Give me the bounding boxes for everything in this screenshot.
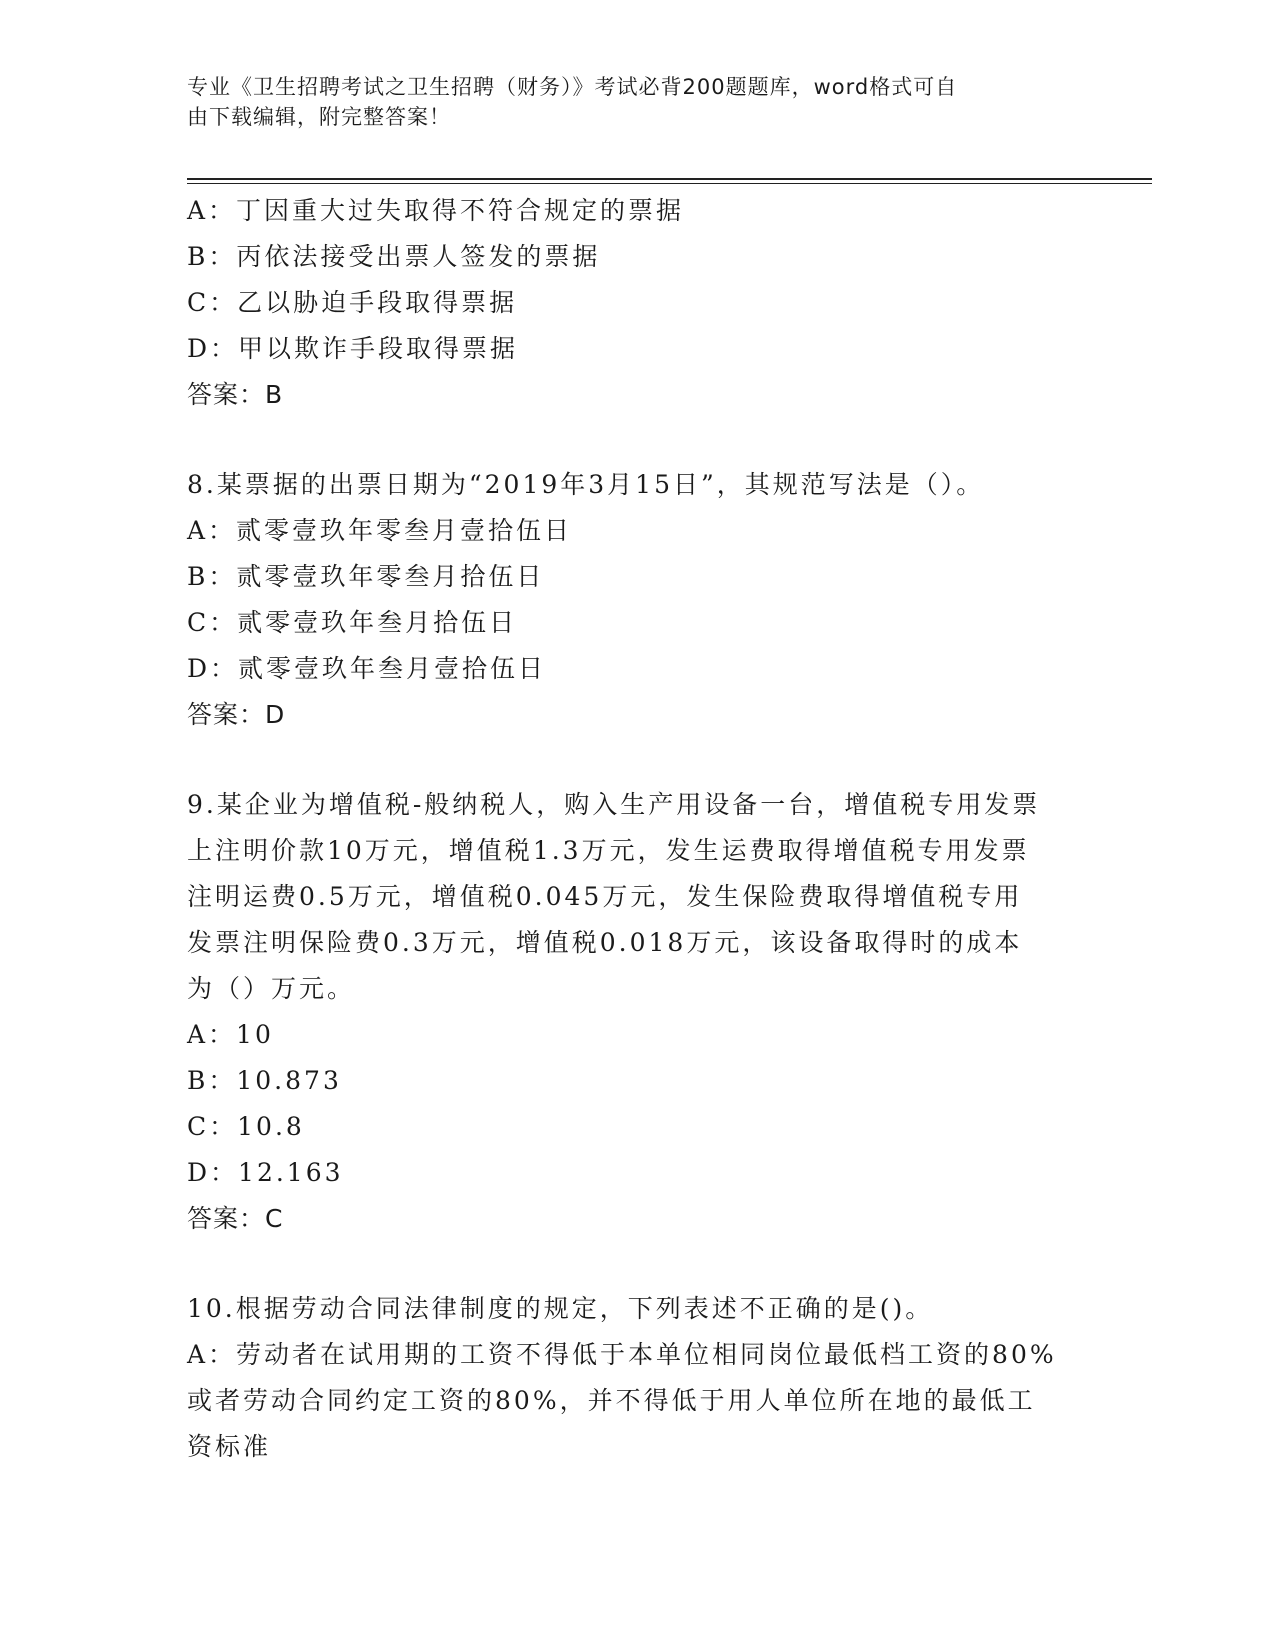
question-7 [187, 188, 1087, 418]
option-b: B：10.873 [187, 1066, 342, 1095]
question-9 [187, 782, 1087, 1242]
option-b: B：丙依法接受出票人签发的票据 [187, 242, 601, 271]
option-b: B：贰零壹玖年零叁月拾伍日 [187, 562, 545, 591]
question-10 [187, 1286, 1087, 1470]
option-a: A：贰零壹玖年零叁月壹拾伍日 [187, 516, 573, 545]
question-content [187, 188, 1087, 1470]
spacer [187, 738, 1087, 782]
question-8 [187, 462, 1087, 738]
question-text-line: 为（）万元。 [187, 974, 356, 1003]
question-text-line: 发票注明保险费0.3万元，增值税0.018万元，该设备取得时的成本 [187, 928, 1023, 957]
header-line-2: 由下载编辑，附完整答案！ [187, 105, 451, 129]
header-divider-thick [187, 178, 1152, 180]
question-text: 10.根据劳动合同法律制度的规定，下列表述不正确的是()。 [187, 1294, 934, 1323]
spacer [187, 418, 1087, 462]
option-c: C：贰零壹玖年叁月拾伍日 [187, 608, 518, 637]
question-text: 8.某票据的出票日期为“2019年3月15日”，其规范写法是（）。 [187, 470, 985, 499]
option-a: A：丁因重大过失取得不符合规定的票据 [187, 196, 685, 225]
option-d: D：12.163 [187, 1158, 344, 1187]
option-a-line: 或者劳动合同约定工资的80%，并不得低于用人单位所在地的最低工 [187, 1386, 1036, 1415]
answer: 答案：D [187, 700, 286, 729]
question-text-line: 9.某企业为增值税-般纳税人，购入生产用设备一台，增值税专用发票 [187, 790, 1041, 819]
question-text-line: 注明运费0.5万元，增值税0.045万元，发生保险费取得增值税专用 [187, 882, 1023, 911]
answer: 答案：C [187, 1204, 284, 1233]
answer: 答案：B [187, 380, 284, 409]
option-a-line: 资标准 [187, 1432, 272, 1461]
header-divider-thin [187, 183, 1152, 184]
option-c: C：乙以胁迫手段取得票据 [187, 288, 518, 317]
option-d: D：贰零壹玖年叁月壹拾伍日 [187, 654, 547, 683]
option-d: D：甲以欺诈手段取得票据 [187, 334, 519, 363]
header-line-1: 专业《卫生招聘考试之卫生招聘（财务）》考试必背200题题库，word格式可自 [187, 75, 958, 99]
option-a: A：10 [187, 1020, 274, 1049]
question-text-line: 上注明价款10万元，增值税1.3万元，发生运费取得增值税专用发票 [187, 836, 1030, 865]
option-a-line: A：劳动者在试用期的工资不得低于本单位相同岗位最低档工资的80% [187, 1340, 1057, 1369]
document-header [187, 72, 1067, 132]
spacer [187, 1242, 1087, 1286]
option-c: C：10.8 [187, 1112, 305, 1141]
